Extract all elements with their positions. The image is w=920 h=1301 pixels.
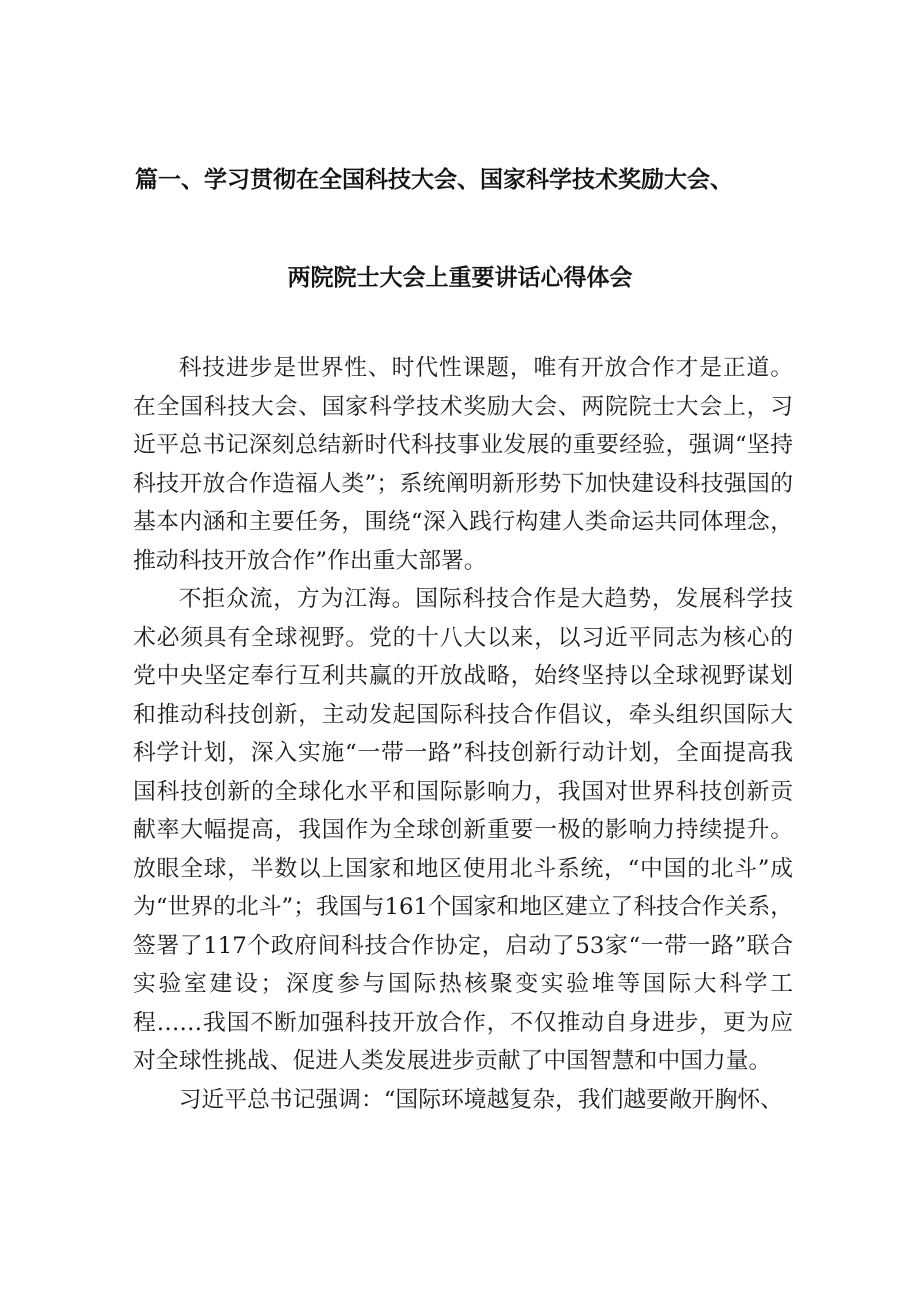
paragraph-2: 不拒众流，方为江海。国际科技合作是大趋势，发展科学技术必须具有全球视野。党的十八大以来，以习近平同志为核心的党中央坚定奉行互利共赢的开放战略，始终坚持以全球视野谋划和推动科技创新，主动发起国际科技合作倡议，牵头组织国际大科学计划，深入实施“一带一路”科技创新行动计划，全面提高我国科技创新的全球化水平和国际影响力，我国对世界科技创新贡献率大幅提高，我国作为全球创新重要一极的影响力持续提升。放眼全球，半数以上国家和地区使用北斗系统，“中国的北斗”成为“世界的北斗”；我国与161个国家和地区建立了科技合作关系，签署了117个政府间科技合作协定，启动了53家“一带一路”联合实验室建设；深度参与国际热核聚变实验堆等国际大科学工程……我国不断加强科技开放合作，不仅推动自身进步，更为应对全球性挑战、促进人类发展进步贡献了中国智慧和中国力量。	[133, 586, 793, 1074]
paragraph-3: 习近平总书记强调：“国际环境越复杂，我们越要敞开胸怀、	[178, 1086, 783, 1113]
document-body	[133, 349, 793, 1119]
document-title-line-2: 两院院士大会上重要讲话心得体会	[287, 265, 633, 291]
paragraph-1: 科技进步是世界性、时代性课题，唯有开放合作才是正道。在全国科技大会、国家科学技术奖励大会、两院院士大会上，习近平总书记深刻总结新时代科技事业发展的重要经验，强调“坚持科技开放合作造福人类”；系统阐明新形势下加快建设科技强国的基本内涵和主要任务，围绕“深入践行构建人类命运共同体理念，推动科技开放合作”作出重大部署。	[133, 355, 793, 574]
document-title-line-1: 篇一、学习贯彻在全国科技大会、国家科学技术奖励大会、	[135, 167, 733, 193]
